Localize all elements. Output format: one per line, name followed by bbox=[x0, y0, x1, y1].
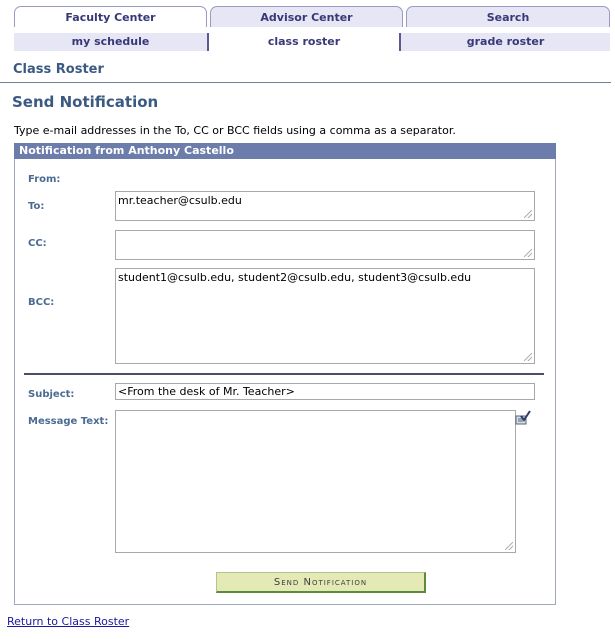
cc-field[interactable] bbox=[115, 230, 535, 260]
section-title: Send Notification bbox=[12, 93, 159, 111]
resize-grip-icon[interactable] bbox=[524, 353, 532, 361]
resize-grip-icon[interactable] bbox=[524, 210, 532, 218]
resize-grip-icon[interactable] bbox=[505, 542, 513, 550]
bcc-field-value: student1@csulb.edu, student2@csulb.edu, student3@csulb.edu bbox=[118, 271, 472, 284]
subnav-my-schedule[interactable]: my schedule bbox=[14, 33, 207, 51]
page-title: Class Roster bbox=[13, 62, 104, 77]
bcc-field[interactable] bbox=[115, 268, 535, 364]
send-notification-button[interactable] bbox=[216, 572, 426, 593]
subject-input-value: <From the desk of Mr. Teacher> bbox=[118, 385, 295, 398]
title-divider bbox=[0, 82, 611, 83]
subject-label: Subject: bbox=[28, 389, 75, 400]
send-notification-label: Send Notification bbox=[273, 577, 368, 588]
resize-grip-icon[interactable] bbox=[524, 249, 532, 257]
cc-label: CC: bbox=[28, 238, 47, 249]
notification-header: Notification from Anthony Castello bbox=[14, 143, 556, 159]
bcc-label: BCC: bbox=[28, 297, 55, 308]
subject-input[interactable] bbox=[115, 383, 535, 400]
tab-advisor-center[interactable]: Advisor Center bbox=[210, 6, 403, 27]
subnav-grade-roster[interactable]: grade roster bbox=[401, 33, 610, 51]
tab-faculty-center[interactable]: Faculty Center bbox=[14, 6, 207, 27]
from-label: From: bbox=[28, 174, 61, 185]
subnav-class-roster[interactable]: class roster bbox=[209, 33, 399, 51]
section-divider bbox=[24, 373, 544, 375]
instructions-text: Type e-mail addresses in the To, CC or BCC fields using a comma as a separator. bbox=[14, 124, 456, 137]
to-field[interactable] bbox=[115, 191, 535, 221]
message-text-label: Message Text: bbox=[28, 416, 109, 427]
spell-check-icon[interactable] bbox=[515, 410, 531, 426]
tab-search[interactable]: Search bbox=[406, 6, 610, 27]
to-field-value: mr.teacher@csulb.edu bbox=[118, 194, 242, 207]
to-label: To: bbox=[28, 201, 45, 212]
message-text-area[interactable] bbox=[115, 410, 516, 553]
return-to-class-roster-link[interactable]: Return to Class Roster bbox=[7, 615, 130, 628]
